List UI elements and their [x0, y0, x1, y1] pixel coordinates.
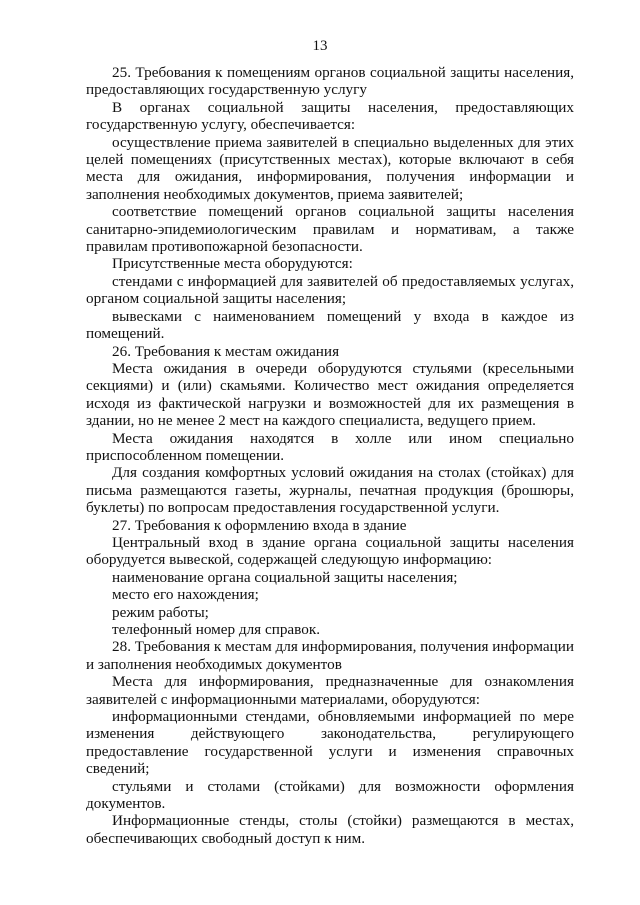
list-item: режим работы;: [112, 603, 209, 621]
paragraph: Места ожидания находятся в холле или ином специально приспособленном помещении.: [86, 429, 574, 464]
list-item: стульями и столами (стойками) для возможности оформления документов.: [86, 777, 574, 813]
paragraph: Для создания комфортных условий ожидания на столах (стойках) для письма размещаются газеты, журналы, печатная продукция (брошюры, буклеты) по вопросам предоставления государственной услуги.: [86, 464, 574, 517]
list-item: телефонный номер для справок.: [112, 621, 321, 638]
paragraph: Центральный вход в здание органа социальной защиты населения оборудуется вывеской, содержащей следующую информацию:: [86, 533, 574, 569]
list-item: осуществление приема заявителей в специально выделенных для этих целей помещениях (присутственных местах), которые включают в себя места для ожидания, информирования, получения информации и заполнения необходимых документов, приема заявителей;: [86, 133, 574, 203]
section-26-heading: 26. Требования к местам ожидания: [112, 342, 340, 360]
list-item: наименование органа социальной защиты населения;: [112, 568, 458, 586]
section-25-heading: 25. Требования к помещениям органов социальной защиты населения, предоставляющих государственную услугу: [86, 64, 574, 99]
list-item: информационными стендами, обновляемыми информацией по мере изменения действующего законодательства, регулирующего предоставление государственной услуги и изменения справочных сведений;: [86, 708, 574, 778]
page-number: 13: [312, 38, 328, 54]
list-item: стендами с информацией для заявителей об предоставляемых услугах, органом социальной защиты населения;: [86, 272, 574, 308]
list-item: соответствие помещений органов социальной защиты населения санитарно-эпидемиологическим правилам и нормативам, а также правилам противопожарной безопасности.: [86, 203, 574, 256]
paragraph: Места ожидания в очереди оборудуются стульями (кресельными секциями) и (или) скамьями. Количество мест ожидания определяется исходя из фактической нагрузки и возможностей для их размещения в здании, но не менее 2 мест на каждого специалиста, ведущего прием.: [86, 359, 574, 430]
paragraph: Места для информирования, предназначенные для ознакомления заявителей с информационными материалами, оборудуются:: [86, 673, 574, 708]
paragraph: Информационные стенды, столы (стойки) размещаются в местах, обеспечивающих свободный доступ к ним.: [86, 812, 574, 847]
list-item: место его нахождения;: [112, 586, 259, 604]
paragraph: Присутственные места оборудуются:: [112, 255, 353, 273]
section-27-heading: 27. Требования к оформлению входа в здание: [112, 516, 407, 534]
list-item: вывесками с наименованием помещений у входа в каждое из помещений.: [86, 307, 574, 343]
section-28-heading: 28. Требования к местам для информирования, получения информации и заполнения необходимых документов: [86, 638, 574, 673]
document-body: [86, 64, 574, 847]
paragraph: В органах социальной защиты населения, предоставляющих государственную услугу, обеспечивается:: [86, 98, 574, 134]
